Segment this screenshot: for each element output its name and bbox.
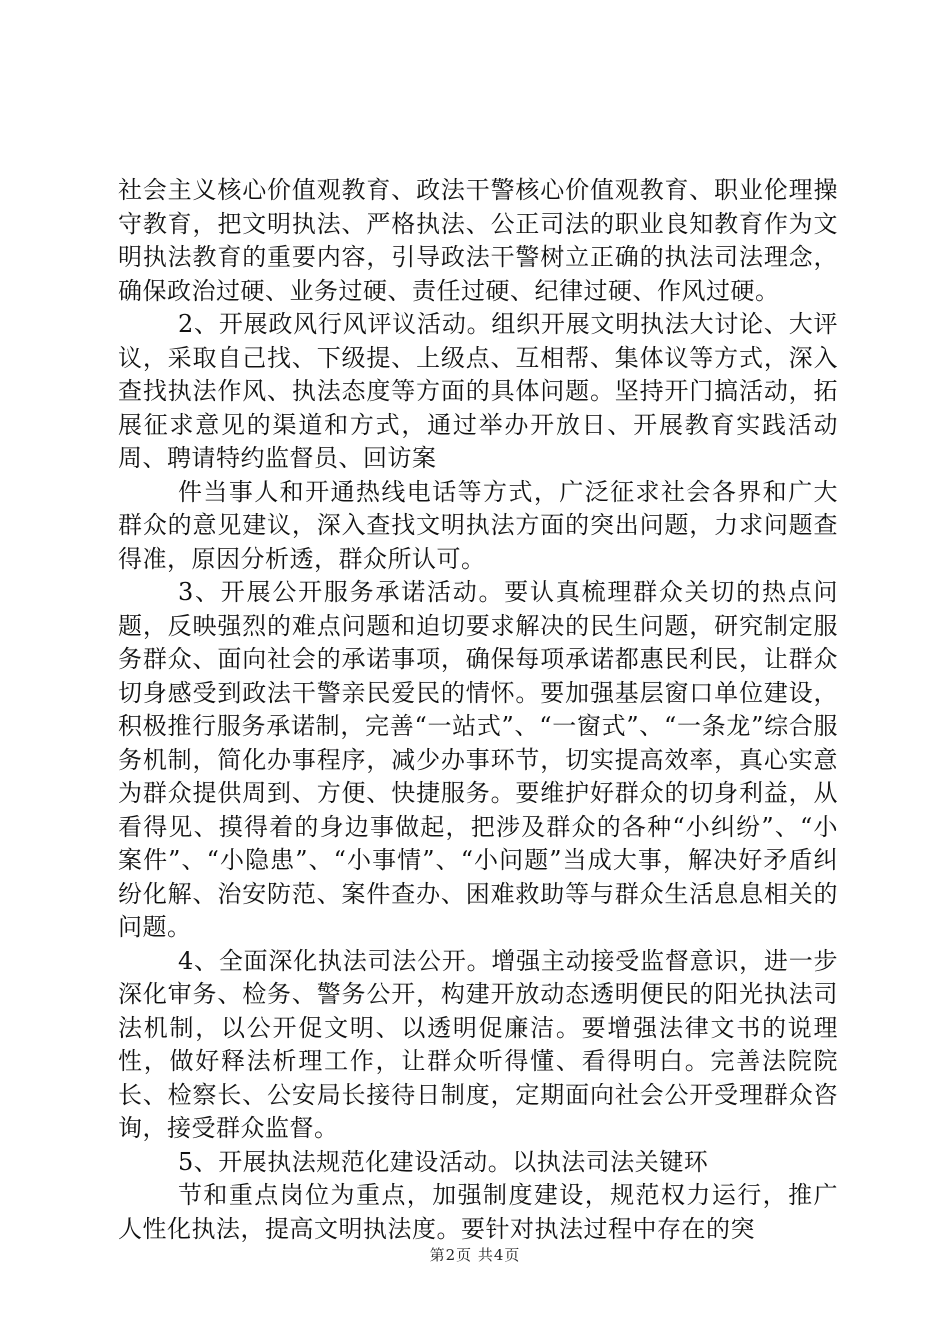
page-number-footer: 第2页 共4页 xyxy=(429,1246,521,1264)
paragraph-6: 5、开展执法规范化建设活动。以执法司法关键环 xyxy=(178,1147,709,1176)
paragraph-3: 件当事人和开通热线电话等方式，广泛征求社会各界和广大群众的意见建议，深入查找文明执法方面的突出问题，力求问题查得准，原因分析透，群众所认可。 xyxy=(118,477,838,573)
paragraph-5: 4、全面深化执法司法公开。增强主动接受监督意识，进一步深化审务、检务、警务公开，构建开放动态透明便民的阳光执法司法机制，以公开促文明、以透明促廉洁。要增强法律文书的说理性，做好释法析理工作，让群众听得懂、看得明白。完善法院院长、检察长、公安局长接待日制度，定期面向社会公开受理群众咨询，接受群众监督。 xyxy=(118,946,838,1142)
document-body xyxy=(118,174,838,1246)
paragraph-2: 2、开展政风行风评议活动。组织开展文明执法大讨论、大评议，采取自己找、下级提、上级点、互相帮、集体议等方式，深入查找执法作风、执法态度等方面的具体问题。坚持开门搞活动，拓展征求意见的渠道和方式，通过举办开放日、开展教育实践活动周、聘请特约监督员、回访案 xyxy=(118,310,838,472)
paragraph-1: 社会主义核心价值观教育、政法干警核心价值观教育、职业伦理操守教育，把文明执法、严格执法、公正司法的职业良知教育作为文明执法教育的重要内容，引导政法干警树立正确的执法司法理念，确保政治过硬、业务过硬、责任过硬、纪律过硬、作风过硬。 xyxy=(118,176,838,305)
paragraph-7: 节和重点岗位为重点，加强制度建设，规范权力运行，推广人性化执法，提高文明执法度。要针对执法过程中存在的突 xyxy=(118,1181,838,1243)
paragraph-4: 3、开展公开服务承诺活动。要认真梳理群众关切的热点问题，反映强烈的难点问题和迫切要求解决的民生问题，研究制定服务群众、面向社会的承诺事项，确保每项承诺都惠民利民，让群众切身感受到政法干警亲民爱民的情怀。要加强基层窗口单位建设，积极推行服务承诺制，完善“一站式”、“一窗式”、“一条龙”综合服务机制，简化办事程序，减少办事环节，切实提高效率，真心实意为群众提供周到、方便、快捷服务。要维护好群众的切身利益，从看得见、摸得着的身边事做起，把涉及群众的各种“小纠纷”、“小案件”、“小隐患”、“小事情”、“小问题”当成大事，解决好矛盾纠纷化解、治安防范、案件查办、困难救助等与群众生活息息相关的问题。 xyxy=(118,578,838,941)
